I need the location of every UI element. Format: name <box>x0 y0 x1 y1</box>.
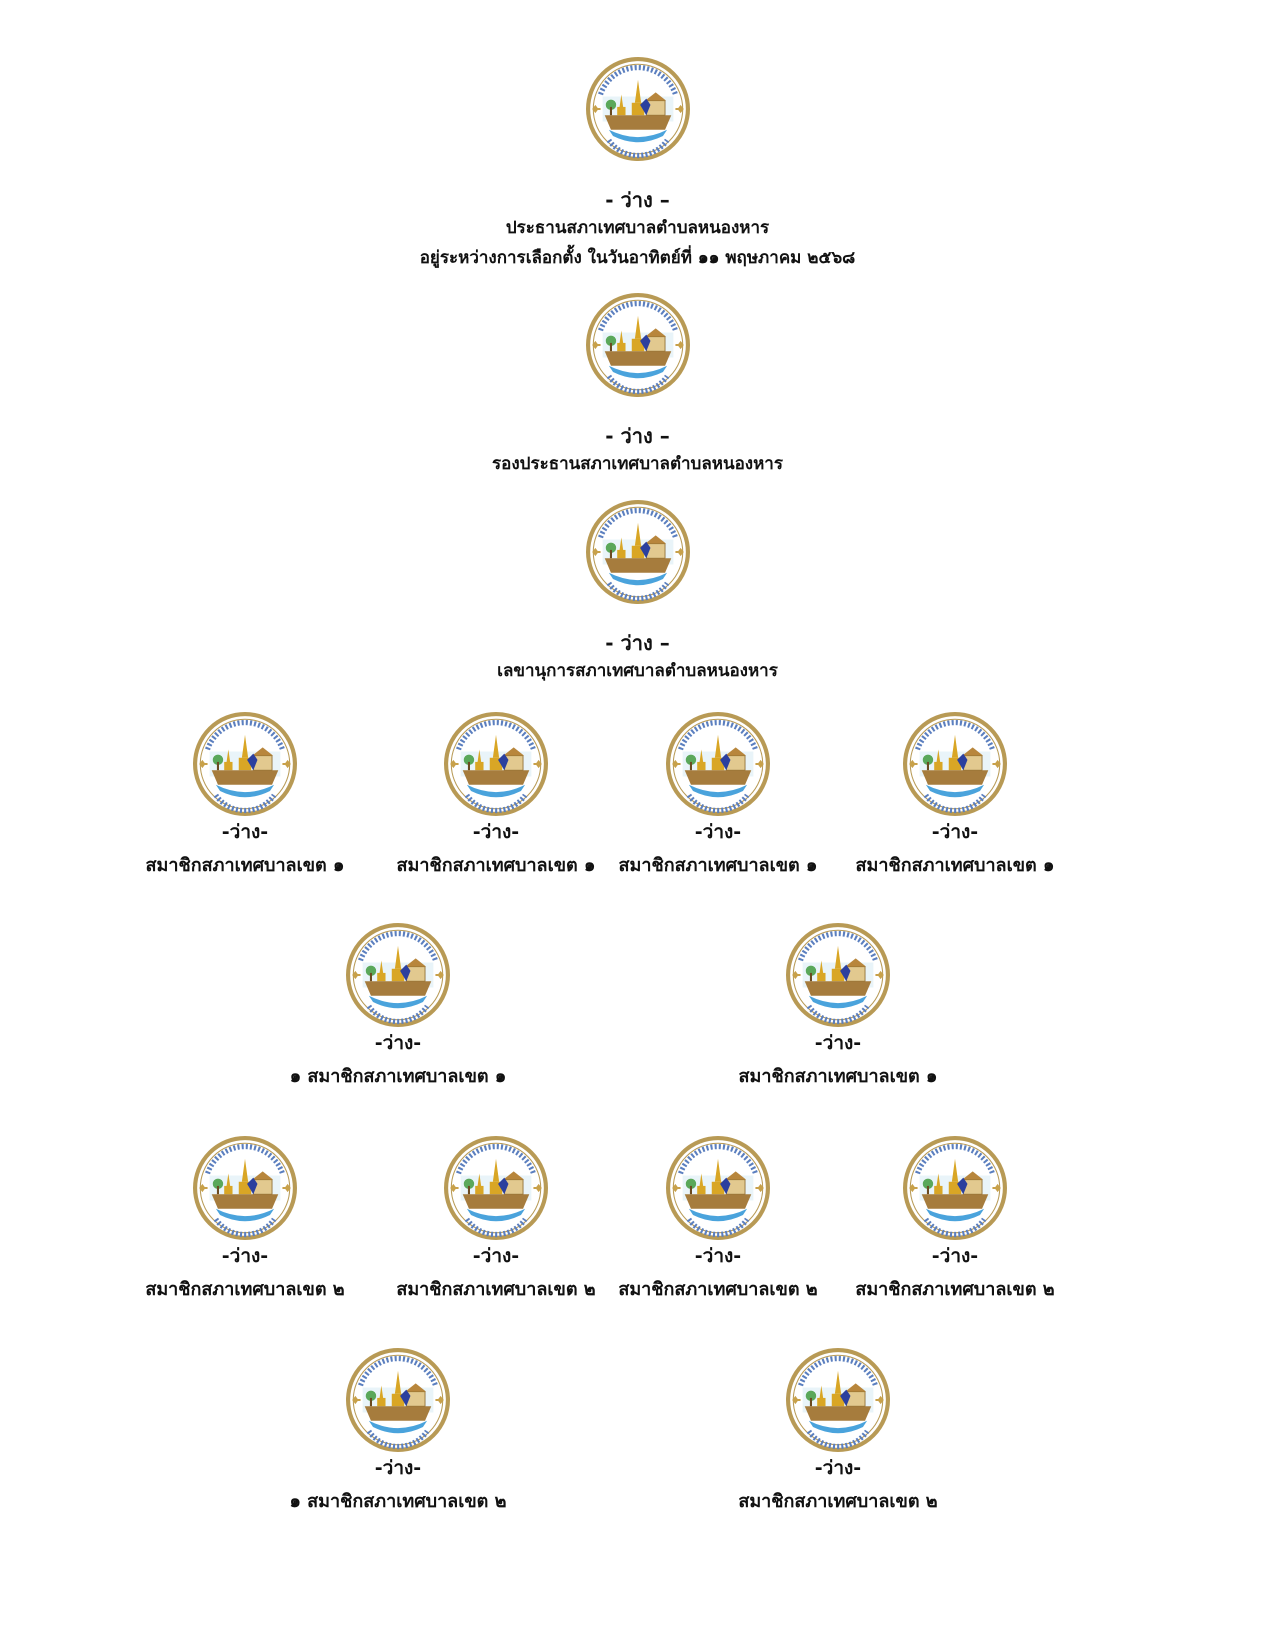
municipal-seal-icon <box>786 1348 890 1452</box>
member-role: สมาชิกสภาเทศบาลเขต ๒ <box>145 1279 345 1300</box>
member-card <box>115 1136 375 1302</box>
vice-chairman-title: รองประธานสภาเทศบาลตำบลหนองหาร <box>492 454 783 474</box>
member-role: ๑ สมาชิกสภาเทศบาลเขต ๒ <box>289 1491 507 1512</box>
municipal-seal-icon <box>666 712 770 816</box>
municipal-seal-icon <box>444 712 548 816</box>
municipal-seal-icon <box>903 712 1007 816</box>
municipal-seal-icon <box>193 712 297 816</box>
member-card <box>588 712 848 878</box>
member-card <box>708 1348 968 1514</box>
municipal-seal-icon <box>346 923 450 1027</box>
chairman-status: - ว่าง – <box>605 188 670 212</box>
secretary-status: - ว่าง – <box>605 631 670 655</box>
municipal-seal-icon <box>444 1136 548 1240</box>
member-role: ๑ สมาชิกสภาเทศบาลเขต ๑ <box>289 1066 507 1087</box>
member-role: สมาชิกสภาเทศบาลเขต ๑ <box>145 855 345 876</box>
member-card <box>268 923 528 1089</box>
member-status: -ว่าง- <box>931 1245 979 1267</box>
secretary-section <box>0 500 1275 686</box>
chairman-note: อยู่ระหว่างการเลือกตั้ง ในวันอาทิตย์ที่ ๑๑ พฤษภาคม ๒๕๖๘ <box>419 248 856 268</box>
chairman-title: ประธานสภาเทศบาลตำบลหนองหาร <box>505 218 770 238</box>
member-role: สมาชิกสภาเทศบาลเขต ๑ <box>855 855 1055 876</box>
member-card <box>588 1136 848 1302</box>
member-status: -ว่าง- <box>221 821 269 843</box>
member-role: สมาชิกสภาเทศบาลเขต ๒ <box>618 1279 818 1300</box>
municipal-seal-icon <box>193 1136 297 1240</box>
member-role: สมาชิกสภาเทศบาลเขต ๑ <box>738 1066 938 1087</box>
vice-chairman-section <box>0 293 1275 479</box>
member-status: -ว่าง- <box>374 1457 422 1479</box>
member-status: -ว่าง- <box>814 1032 862 1054</box>
member-status: -ว่าง- <box>694 821 742 843</box>
member-card <box>366 712 626 878</box>
member-role: สมาชิกสภาเทศบาลเขต ๑ <box>618 855 818 876</box>
member-status: -ว่าง- <box>472 1245 520 1267</box>
member-status: -ว่าง- <box>694 1245 742 1267</box>
member-status: -ว่าง- <box>221 1245 269 1267</box>
municipal-seal-icon <box>666 1136 770 1240</box>
member-role: สมาชิกสภาเทศบาลเขต ๒ <box>855 1279 1055 1300</box>
member-role: สมาชิกสภาเทศบาลเขต ๑ <box>396 855 596 876</box>
member-status: -ว่าง- <box>814 1457 862 1479</box>
member-card <box>825 712 1085 878</box>
member-card <box>366 1136 626 1302</box>
municipal-seal-icon <box>586 57 690 161</box>
member-card <box>825 1136 1085 1302</box>
member-status: -ว่าง- <box>931 821 979 843</box>
chairman-section <box>0 57 1275 273</box>
member-status: -ว่าง- <box>374 1032 422 1054</box>
member-role: สมาชิกสภาเทศบาลเขต ๒ <box>396 1279 596 1300</box>
member-card <box>268 1348 528 1514</box>
secretary-title: เลขานุการสภาเทศบาลตำบลหนองหาร <box>497 661 778 681</box>
member-role: สมาชิกสภาเทศบาลเขต ๒ <box>738 1491 938 1512</box>
municipal-seal-icon <box>586 500 690 604</box>
vice-chairman-status: - ว่าง – <box>605 424 670 448</box>
member-status: -ว่าง- <box>472 821 520 843</box>
municipal-seal-icon <box>903 1136 1007 1240</box>
member-card <box>115 712 375 878</box>
municipal-seal-icon <box>586 293 690 397</box>
municipal-seal-icon <box>346 1348 450 1452</box>
municipal-seal-icon <box>786 923 890 1027</box>
member-card <box>708 923 968 1089</box>
